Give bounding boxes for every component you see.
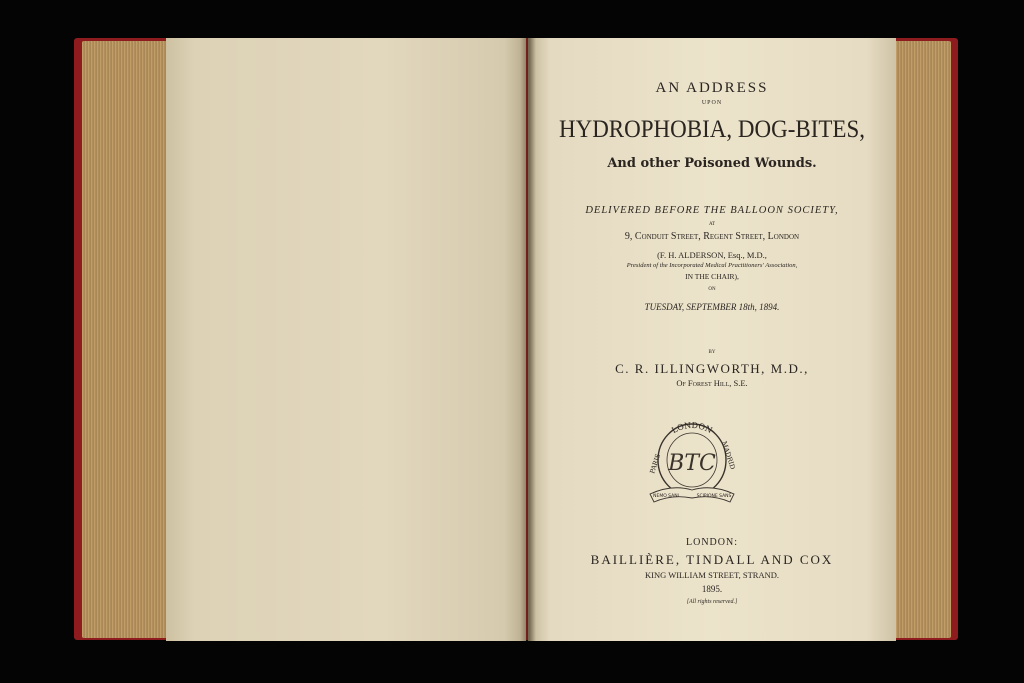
by-label: BY <box>708 350 716 355</box>
left-page-edges <box>82 41 168 638</box>
emblem-ribbon-left: NEMO SANI <box>653 494 679 499</box>
rights-notice: [All rights reserved.] <box>686 599 738 605</box>
emblem-monogram: BTC <box>668 451 716 476</box>
title-page <box>528 38 896 641</box>
publication-city: LONDON: <box>686 537 738 548</box>
right-page-edges <box>893 41 951 638</box>
lecture-date: TUESDAY, SEPTEMBER 18th, 1894. <box>644 302 780 312</box>
subtitle: And other Poisoned Wounds. <box>607 156 817 171</box>
emblem-ribbon-right: SCIPIONE SANS <box>696 494 732 499</box>
publisher-address: KING WILLIAM STREET, STRAND. <box>644 570 780 580</box>
venue-address: 9, Conduit Street, Regent Street, London <box>624 231 800 242</box>
upon-label: UPON <box>701 100 723 106</box>
delivered-line: DELIVERED BEFORE THE BALLOON SOCIETY, <box>585 205 839 216</box>
publisher-name: BAILLIÈRE, TINDALL AND COX <box>590 552 834 567</box>
emblem-right-text: MADRID <box>720 440 737 471</box>
subject-title: HYDROPHOBIA, DOG-BITES, <box>558 116 866 143</box>
blank-left-page <box>166 38 526 641</box>
in-the-chair: IN THE CHAIR), <box>685 272 739 281</box>
emblem-left-text: PARIS <box>648 452 663 475</box>
publisher-emblem <box>644 418 740 510</box>
publication-year: 1895. <box>701 584 723 594</box>
chair-name: (F. H. ALDERSON, Esq., M.D., <box>657 250 767 260</box>
at-label: AT <box>708 222 716 227</box>
book-gutter <box>520 38 536 641</box>
heading: AN ADDRESS <box>655 80 769 96</box>
chair-role: President of the Incorporated Medical Practitioners' Association, <box>626 262 798 269</box>
emblem-top-text: LONDON <box>670 420 714 436</box>
on-label: ON <box>708 287 716 292</box>
author-location: Of Forest Hill, S.E. <box>676 378 748 388</box>
author-name: C. R. ILLINGWORTH, M.D., <box>615 361 809 376</box>
